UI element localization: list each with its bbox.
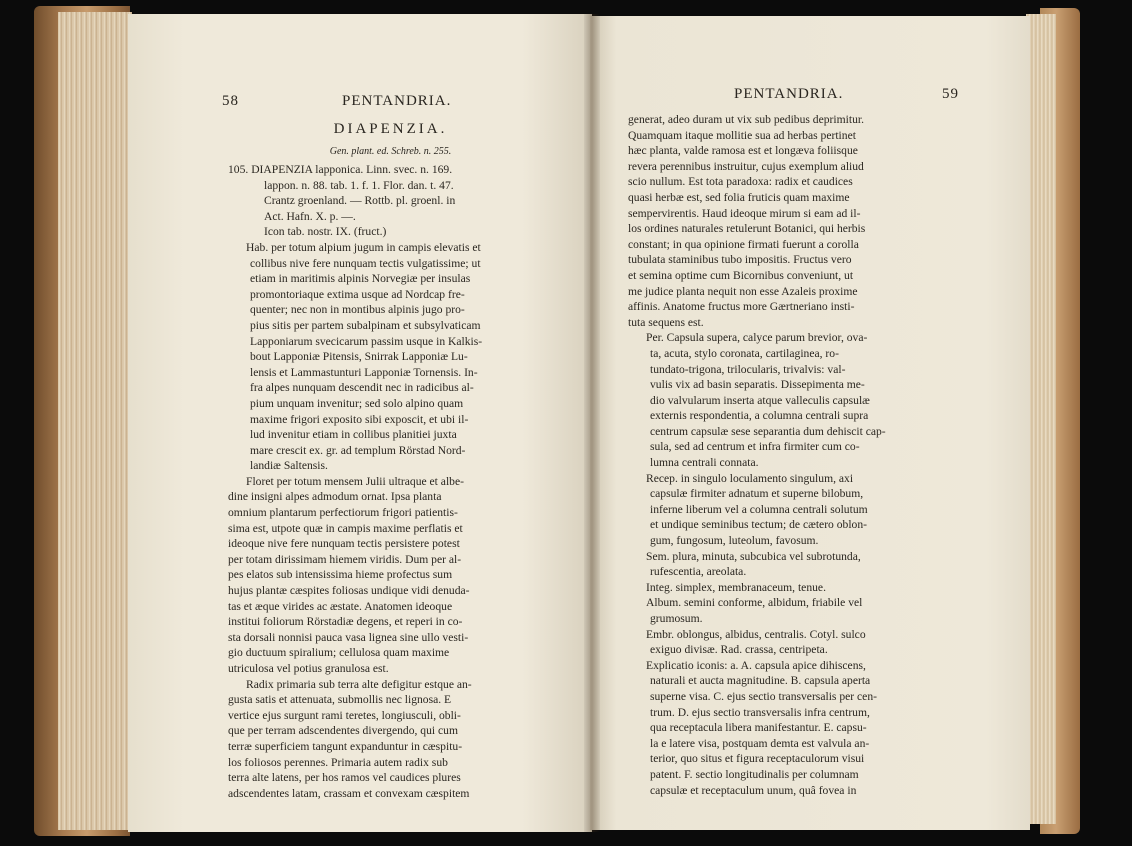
text-line: lappon. n. 88. tab. 1. f. 1. Flor. dan. t. 47.: [264, 178, 454, 192]
text-line: pium unquam invenitur; sed solo alpino quam: [250, 396, 464, 410]
text-line: affinis. Anatome fructus more Gærtneriano insti-: [628, 300, 855, 314]
text-line: lensis et Lammastunturi Lapponiæ Tornensis. In-: [250, 365, 478, 379]
text-line: sula, sed ad centrum et infra firmiter cum co-: [650, 440, 860, 454]
text-line: et undique seminibus tectum; de cætero oblon-: [650, 518, 868, 532]
text-line: trum. D. ejus sectio transversalis infra centrum,: [650, 705, 870, 719]
text-line: naturali et aucta magnitudine. B. capsula aperta: [650, 674, 871, 688]
text-line: mare crescit ex. gr. ad templum Rörstad Nord-: [250, 443, 466, 457]
genus-heading: DIAPENZIA.: [333, 122, 448, 137]
text-line: revera perennibus instruitur, cujus exemplum aliud: [628, 159, 864, 173]
text-line: sempervirentis. Haud ideoque mirum si eam ad il-: [628, 206, 861, 220]
text-line: Hab. per totum alpium jugum in campis elevatis et: [246, 240, 481, 254]
text-line: hæc planta, valde ramosa est et longæva foliisque: [628, 144, 858, 158]
text-line: qua receptacula libera manifestantur. E. capsu-: [650, 721, 867, 735]
text-line: gum, fungosum, luteolum, favosum.: [650, 534, 819, 548]
book-gutter: [584, 14, 600, 832]
text-line: Radix primaria sub terra alte defigitur estque an-: [246, 677, 472, 691]
text-line: patent. F. sectio longitudinalis per columnam: [650, 767, 859, 781]
left-page-number: 58: [222, 93, 239, 109]
text-line: quenter; nec non in montibus alpinis jugo pro-: [250, 303, 465, 317]
text-line: dine insigni alpes admodum ornat. Ipsa planta: [228, 490, 442, 504]
text-line: adscendentes latam, crassam et convexam cæspitem: [228, 786, 470, 800]
text-line: dio valvularum inserta atque valleculis capsulæ: [650, 393, 870, 407]
text-line: tubulata staminibus tubo impositis. Fructus vero: [628, 253, 852, 267]
text-line: sima est, utpote quæ in campis maxime perflatis et: [228, 521, 463, 535]
text-line: que per terram adscendentes divergendo, qui cum: [228, 724, 458, 738]
text-line: bout Lapponiæ Pitensis, Snirrak Lapponiæ Lu-: [250, 350, 468, 364]
text-line: landiæ Saltensis.: [250, 459, 328, 473]
text-line: collibus nive fere nunquam tectis vulgatissime; ut: [250, 256, 481, 270]
text-line: capsulæ et receptaculum unum, quâ fovea in: [650, 783, 857, 797]
text-line: externis respondentia, a columna centrali supra: [650, 409, 869, 423]
right-page-number: 59: [942, 86, 959, 102]
left-running-head: [222, 93, 552, 113]
text-line: los ordines naturales retulerunt Botanici, qui herbis: [628, 222, 866, 236]
text-line: generat, adeo duram ut vix sub pedibus deprimitur.: [628, 113, 865, 126]
text-line: terræ superficiem tangunt expanduntur in cæspitu-: [228, 739, 463, 753]
text-line: Album. semini conforme, albidum, friabile vel: [646, 596, 863, 610]
text-line: terior, quo situs et figura receptaculorum visui: [650, 752, 865, 766]
text-line: etiam in maritimis alpinis Norvegiæ per insulas: [250, 272, 471, 286]
text-line: omnium plantarum perfectiorum frigori patientis-: [228, 506, 458, 520]
text-line: pius sitis per partem subalpinam et subsylvaticam: [250, 318, 481, 332]
text-line: gusta satis et attenuata, submollis nec lignosa. E: [228, 693, 452, 707]
text-line: Lapponiarum svecicarum passim usque in Kalkis-: [250, 334, 483, 348]
text-line: centrum capsulæ sese separantia dum dehiscit cap-: [650, 424, 886, 438]
text-line: pes elatos sub intensissima hieme profectus sum: [228, 568, 453, 582]
genus-reference: Gen. plant. ed. Schreb. n. 255.: [329, 146, 452, 157]
text-line: Sem. plura, minuta, subcubica vel subrotunda,: [646, 549, 861, 563]
text-line: lud invenitur etiam in collibus planitiei juxta: [250, 428, 457, 442]
text-line: exiguo divisæ. Rad. crassa, centripeta.: [650, 643, 828, 657]
text-line: Crantz groenland. — Rottb. pl. groenl. in: [264, 194, 456, 208]
text-line: constant; in qua opinione firmati fuerunt a corolla: [628, 237, 859, 251]
text-line: Per. Capsula supera, calyce parum brevior, ova-: [646, 331, 868, 345]
text-line: hujus plantæ cæspites foliosas undique vidi denuda-: [228, 584, 470, 598]
text-line: ta, acuta, stylo coronata, cartilaginea, ro-: [650, 346, 839, 360]
text-line: Integ. simplex, membranaceum, tenue.: [646, 580, 826, 594]
text-line: Recep. in singulo loculamento singulum, axi: [646, 471, 854, 485]
text-line: superne visa. C. ejus sectio transversalis per cen-: [650, 689, 877, 703]
text-line: ideoque nive fere nunquam tectis persistere potest: [228, 537, 460, 551]
text-line: lumna centrali connata.: [650, 456, 759, 470]
page-edges-right: [1026, 14, 1056, 824]
text-line: Icon tab. nostr. IX. (fruct.): [264, 225, 387, 239]
text-line: quasi herbæ est, sed folia fruticis quam maxime: [628, 190, 850, 204]
text-line: terra alte latens, per hos ramos vel caudices plures: [228, 771, 461, 785]
text-line: me judice planta nequit non esse Azaleis proxime: [628, 284, 858, 298]
text-line: vulis vix ad basin separatis. Dissepimenta me-: [650, 378, 865, 392]
text-line: Embr. oblongus, albidus, centralis. Cotyl. sulco: [646, 627, 866, 641]
text-line: tas et æque virides ac æstate. Anatomen ideoque: [228, 599, 453, 613]
text-line: rufescentia, areolata.: [650, 565, 747, 579]
text-line: scio nullum. Est tota paradoxa: radix et caudices: [628, 175, 853, 189]
right-page-body: [628, 112, 968, 798]
right-running-title: PENTANDRIA.: [734, 86, 844, 102]
text-line: 105. DIAPENZIA lapponica. Linn. svec. n. 169.: [228, 163, 453, 176]
text-line: utriculosa vel potius granulosa est.: [228, 662, 389, 675]
text-line: fra alpes nunquam descendit nec in radicibus al-: [250, 381, 474, 395]
text-line: per totam dirissimam hiemem viridis. Dum per al-: [228, 552, 462, 566]
text-line: sta dorsali nonnisi pauca vasa lignea sine ullo vesti-: [228, 630, 469, 644]
left-running-title: PENTANDRIA.: [342, 93, 452, 109]
left-text-lines: [228, 162, 553, 801]
text-line: la e latere visa, postquam demta est valvula an-: [650, 736, 870, 750]
text-line: vertice ejus surgunt rami teretes, longiusculi, obli-: [228, 708, 461, 722]
text-line: tuta sequens est.: [628, 315, 704, 329]
text-line: tundato-trigona, trilocularis, trivalvis: val-: [650, 362, 846, 376]
text-line: et semina optime cum Bicornibus conveniunt, ut: [628, 268, 854, 282]
text-line: maxime frigori exposito sibi exposcit, et ubi il-: [250, 412, 469, 426]
right-text-lines: [628, 112, 968, 798]
page-edges-left: [58, 12, 132, 830]
text-line: gio ductuum spiralium; cellulosa quam maxime: [228, 646, 450, 660]
text-line: los foliosos perennes. Primaria autem radix sub: [228, 755, 448, 769]
text-line: Act. Hafn. X. p. —.: [264, 209, 356, 223]
text-line: Explicatio iconis: a. A. capsula apice dihiscens,: [646, 658, 866, 672]
text-line: inferne liberum vel a columna centrali solutum: [650, 502, 868, 516]
text-line: Floret per totum mensem Julii ultraque et albe-: [246, 474, 464, 488]
text-line: institui foliorum Rörstadiæ degens, et reperi in co-: [228, 615, 463, 629]
right-running-head: [622, 86, 977, 106]
text-line: promontoriaque extima usque ad Nordcap fre-: [250, 287, 465, 301]
text-line: Quamquam itaque mollitie sua ad herbas pertinet: [628, 128, 856, 142]
text-line: capsulæ firmiter adnatum et superne bilobum,: [650, 487, 864, 501]
text-line: grumosum.: [650, 612, 703, 625]
left-page-body: [228, 122, 553, 801]
